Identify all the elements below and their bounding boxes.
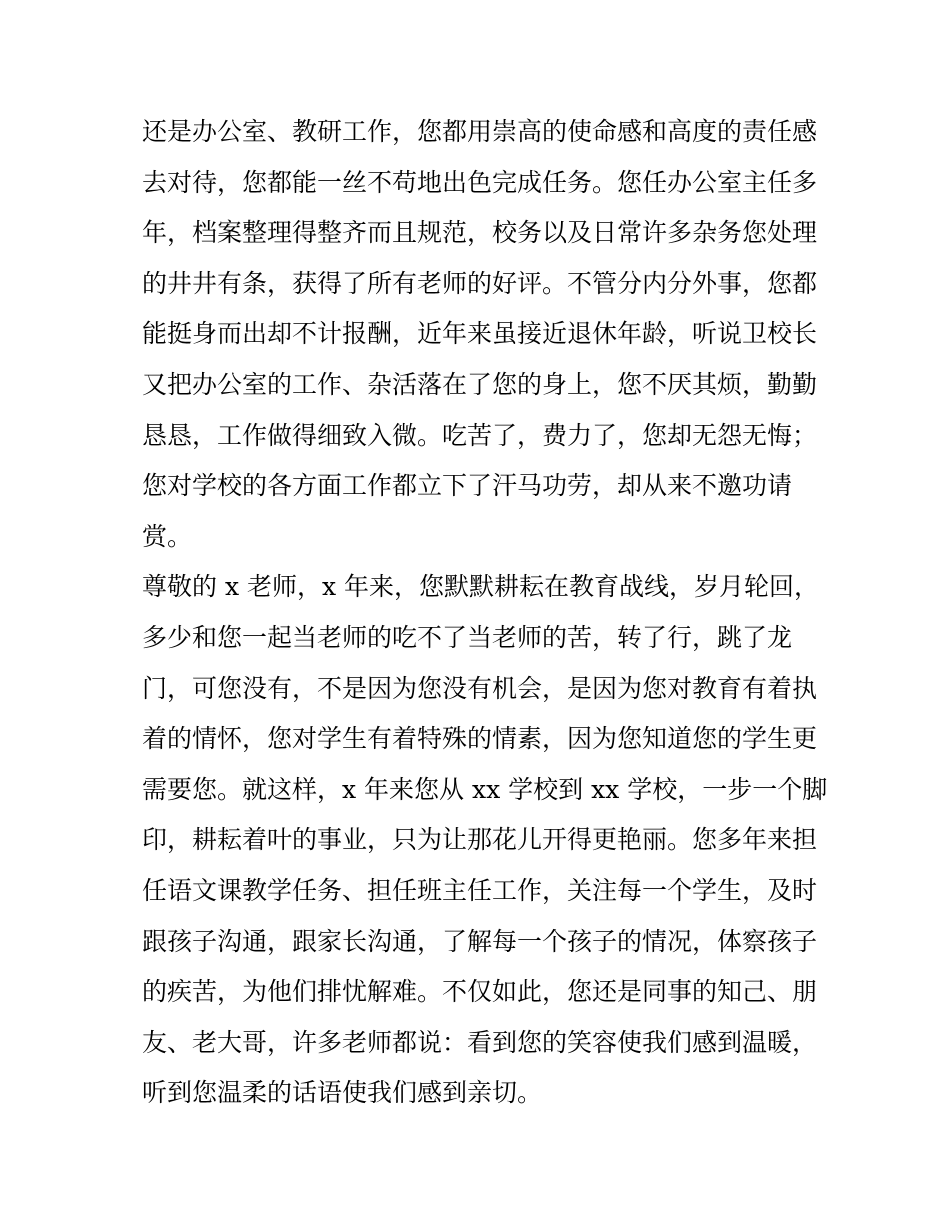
text-line: 去对待，您都能一丝不苟地出色完成任务。您任办公室主任多 — [142, 167, 818, 197]
text-line: 又把办公室的工作、杂活落在了您的身上，您不厌其烦，勤勤 — [142, 369, 818, 399]
text-line: 友、老大哥，许多老师都说：看到您的笑容使我们感到温暖， — [142, 1027, 818, 1057]
text-line: 恳恳，工作做得细致入微。吃苦了，费力了，您却无怨无悔； — [142, 420, 818, 450]
body-text — [142, 107, 828, 1119]
text-line: 跟孩子沟通，跟家长沟通，了解每一个孩子的情况，体察孩子 — [142, 926, 818, 956]
text-line: 印，耕耘着叶的事业，只为让那花儿开得更艳丽。您多年来担 — [142, 825, 818, 855]
text-line: 您对学校的各方面工作都立下了汗马功劳，却从来不邀功请 — [142, 471, 793, 501]
text-line: 的疾苦，为他们排忧解难。不仅如此，您还是同事的知己、朋 — [142, 977, 818, 1007]
text-line: 任语文课教学任务、担任班主任工作，关注每一个学生，及时 — [142, 875, 818, 905]
text-line: 着的情怀，您对学生有着特殊的情素，因为您知道您的学生更 — [142, 724, 818, 754]
text-line: 听到您温柔的话语使我们感到亲切。 — [142, 1078, 543, 1108]
text-line: 多少和您一起当老师的吃不了当老师的苦，转了行，跳了龙 — [142, 622, 793, 652]
text-line: 的井井有条，获得了所有老师的好评。不管分内分外事，您都 — [142, 268, 818, 298]
text-line: 需要您。就这样，x 年来您从 xx 学校到 xx 学校，一步一个脚 — [142, 774, 828, 804]
text-line: 能挺身而出却不计报酬，近年来虽接近退休年龄，听说卫校长 — [142, 319, 818, 349]
text-line: 尊敬的 x 老师，x 年来，您默默耕耘在教育战线，岁月轮回， — [142, 572, 820, 602]
text-line: 门，可您没有，不是因为您没有机会，是因为您对教育有着执 — [142, 673, 818, 703]
text-line: 赏。 — [142, 521, 193, 551]
text-line: 年，档案整理得整齐而且规范，校务以及日常许多杂务您处理 — [142, 218, 818, 248]
text-line: 还是办公室、教研工作，您都用崇高的使命感和高度的责任感 — [142, 117, 818, 146]
